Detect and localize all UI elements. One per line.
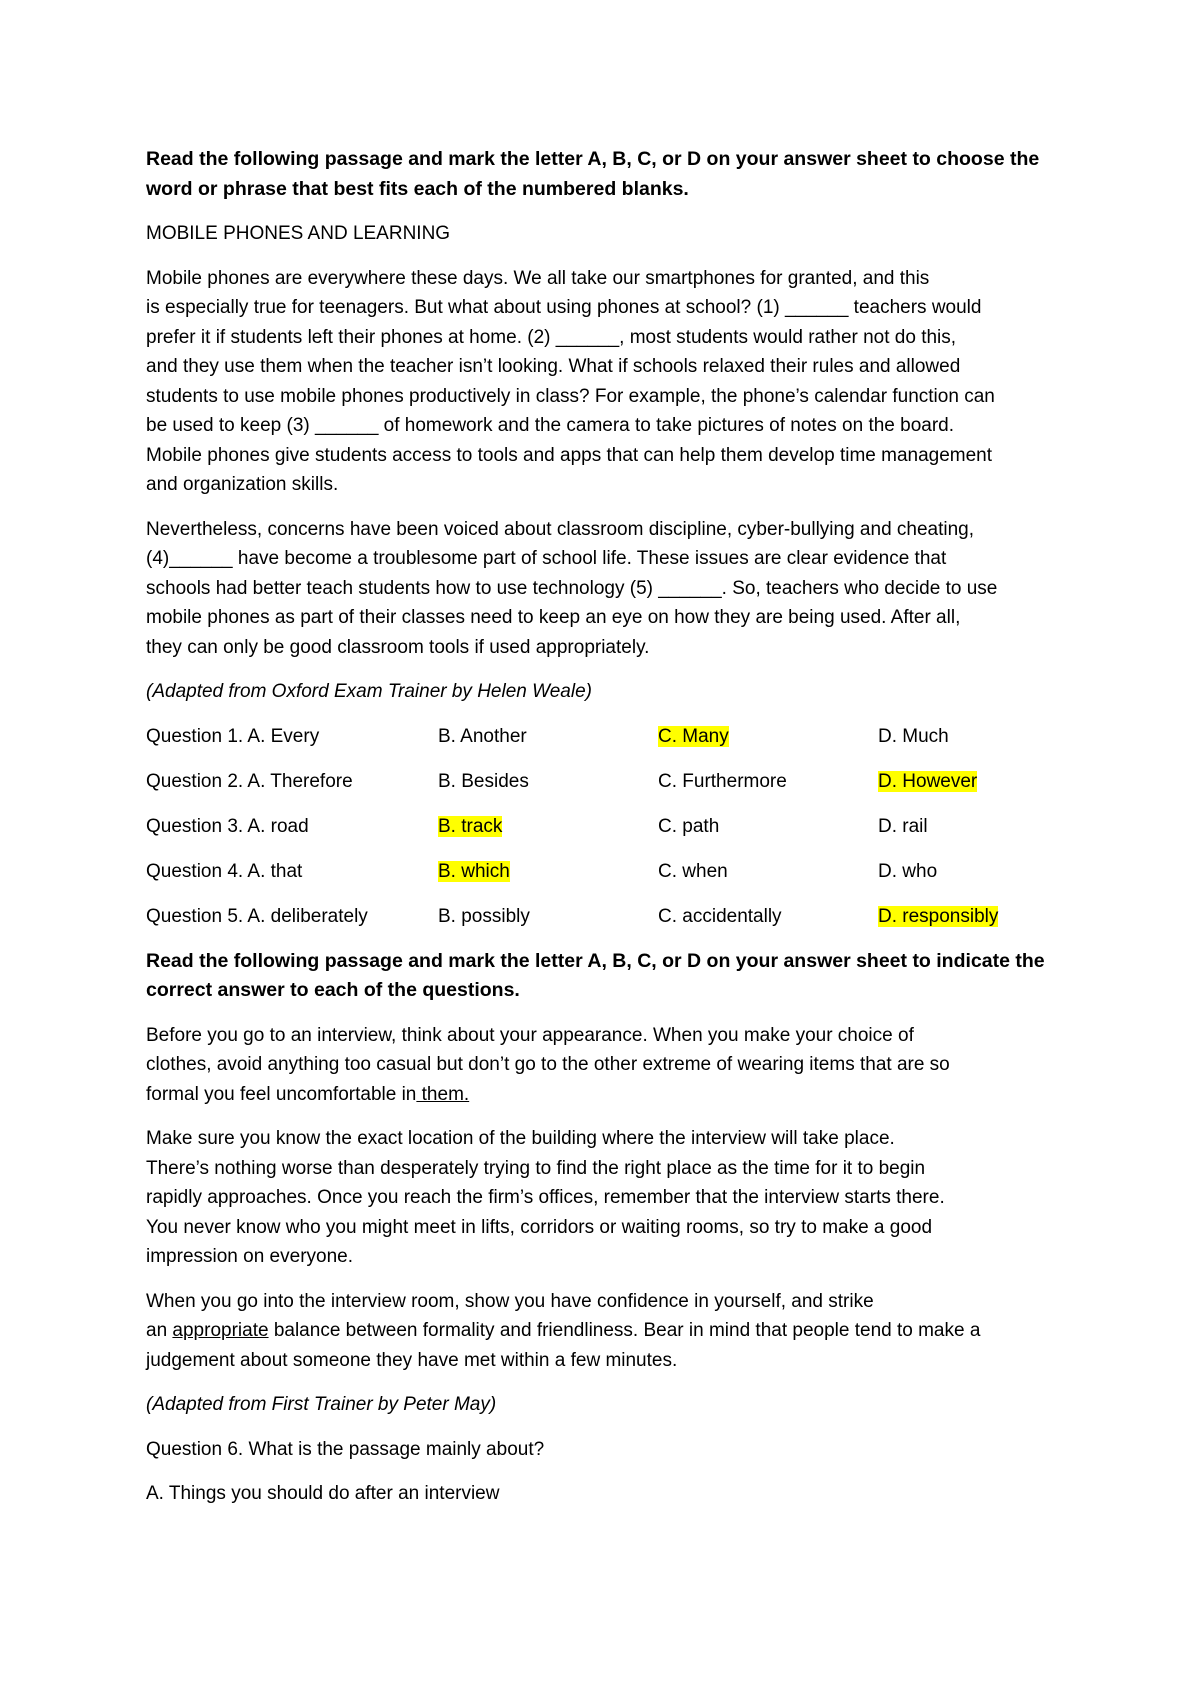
question-label-option-a: Question 3. A. road — [146, 815, 309, 837]
option-b-highlighted: B. which — [438, 860, 510, 882]
text-line: students to use mobile phones productively in class? For example, the phone’s calendar function can — [146, 385, 995, 407]
passage2-paragraph2 — [146, 1124, 1080, 1272]
text-line: There’s nothing worse than desperately trying to find the right place as the time for it to begin — [146, 1157, 926, 1179]
text-line: judgement about someone they have met within a few minutes. — [146, 1349, 678, 1371]
option-c: C. Furthermore — [658, 770, 787, 792]
question-label-option-a: Question 5. A. deliberately — [146, 905, 368, 927]
section1-instruction — [146, 145, 1080, 204]
option-c-highlighted: C. Many — [658, 725, 729, 747]
text-line: is especially true for teenagers. But what about using phones at school? (1) ______ teachers would — [146, 297, 982, 318]
text-segment: an — [146, 1320, 173, 1341]
option-c: C. path — [658, 815, 720, 837]
text-line: You never know who you might meet in lifts, corridors or waiting rooms, so try to make a good — [146, 1216, 933, 1238]
text-line: Before you go to an interview, think about your appearance. When you make your choice of — [146, 1024, 914, 1046]
option-c: C. when — [658, 860, 728, 882]
instruction-line: word or phrase that best fits each of the numbered blanks. — [146, 177, 689, 200]
option-d-highlighted: D. However — [878, 770, 978, 792]
passage1-paragraph1 — [146, 264, 1080, 500]
question-label-option-a: Question 4. A. that — [146, 860, 303, 882]
question-label-option-a: Question 2. A. Therefore — [146, 770, 353, 792]
question-6-option-a: A. Things you should do after an interview — [146, 1483, 500, 1504]
text-segment: balance between formality and friendliness. Bear in mind that people tend to make a — [268, 1320, 981, 1341]
text-line: and organization skills. — [146, 474, 339, 495]
text-line: be used to keep (3) ______ of homework and the camera to take pictures of notes on the board. — [146, 415, 955, 436]
passage2-source: (Adapted from First Trainer by Peter May) — [146, 1394, 497, 1415]
question-label-option-a: Question 1. A. Every — [146, 725, 320, 747]
text-line: mobile phones as part of their classes need to keep an eye on how they are being used. After all, — [146, 607, 961, 628]
instruction-line: Read the following passage and mark the letter A, B, C, or D on your answer sheet to choose the — [146, 148, 1040, 170]
passage2-paragraph3 — [146, 1287, 1080, 1376]
text-line: Make sure you know the exact location of the building where the interview will take place. — [146, 1128, 895, 1149]
passage-title: MOBILE PHONES AND LEARNING — [146, 223, 451, 244]
option-d: D. Much — [878, 725, 949, 747]
text-line — [146, 1316, 1080, 1346]
text-line: Nevertheless, concerns have been voiced about classroom discipline, cyber-bullying and cheating, — [146, 518, 975, 540]
question-row-3 — [146, 812, 1080, 842]
question-row-1 — [146, 722, 1080, 752]
text-line: Mobile phones are everywhere these days. We all take our smartphones for granted, and this — [146, 267, 930, 289]
instruction-line: correct answer to each of the questions. — [146, 979, 520, 1001]
passage1-paragraph2 — [146, 515, 1080, 663]
passage2-paragraph1 — [146, 1021, 1080, 1110]
text-line: clothes, avoid anything too casual but don’t go to the other extreme of wearing items that are so — [146, 1054, 950, 1075]
option-d: D. who — [878, 860, 938, 882]
text-line: Mobile phones give students access to tools and apps that can help them develop time management — [146, 444, 993, 466]
underlined-word-them: them. — [416, 1083, 470, 1105]
question-row-2 — [146, 767, 1080, 797]
text-line: When you go into the interview room, show you have confidence in yourself, and strike — [146, 1290, 874, 1312]
text-segment: formal you feel uncomfortable in — [146, 1083, 417, 1105]
text-line: (4)______ have become a troublesome part of school life. These issues are clear evidence that — [146, 548, 947, 569]
instruction-line: Read the following passage and mark the letter A, B, C, or D on your answer sheet to indicate the — [146, 949, 1045, 972]
text-line: and they use them when the teacher isn’t looking. What if schools relaxed their rules and allowed — [146, 356, 961, 377]
text-line: schools had better teach students how to use technology (5) ______. So, teachers who decide to use — [146, 577, 998, 599]
text-line: impression on everyone. — [146, 1246, 353, 1267]
option-b-highlighted: B. track — [438, 815, 503, 837]
text-line: they can only be good classroom tools if used appropriately. — [146, 636, 650, 658]
text-line — [146, 1080, 1080, 1110]
option-b: B. Another — [438, 725, 527, 747]
option-d-highlighted: D. responsibly — [878, 905, 999, 927]
option-c: C. accidentally — [658, 905, 782, 927]
text-line: prefer it if students left their phones at home. (2) ______, most students would rather not do this, — [146, 326, 957, 348]
text-line: rapidly approaches. Once you reach the firm’s offices, remember that the interview starts there. — [146, 1187, 945, 1208]
question-row-4 — [146, 857, 1080, 887]
option-b: B. Besides — [438, 770, 529, 792]
underlined-word-appropriate: appropriate — [172, 1320, 269, 1341]
question-row-5 — [146, 902, 1080, 932]
section2-instruction — [146, 947, 1080, 1006]
option-d: D. rail — [878, 815, 928, 837]
option-b: B. possibly — [438, 905, 530, 927]
passage1-source: (Adapted from Oxford Exam Trainer by Helen Weale) — [146, 681, 592, 702]
question-6: Question 6. What is the passage mainly about? — [146, 1438, 545, 1460]
